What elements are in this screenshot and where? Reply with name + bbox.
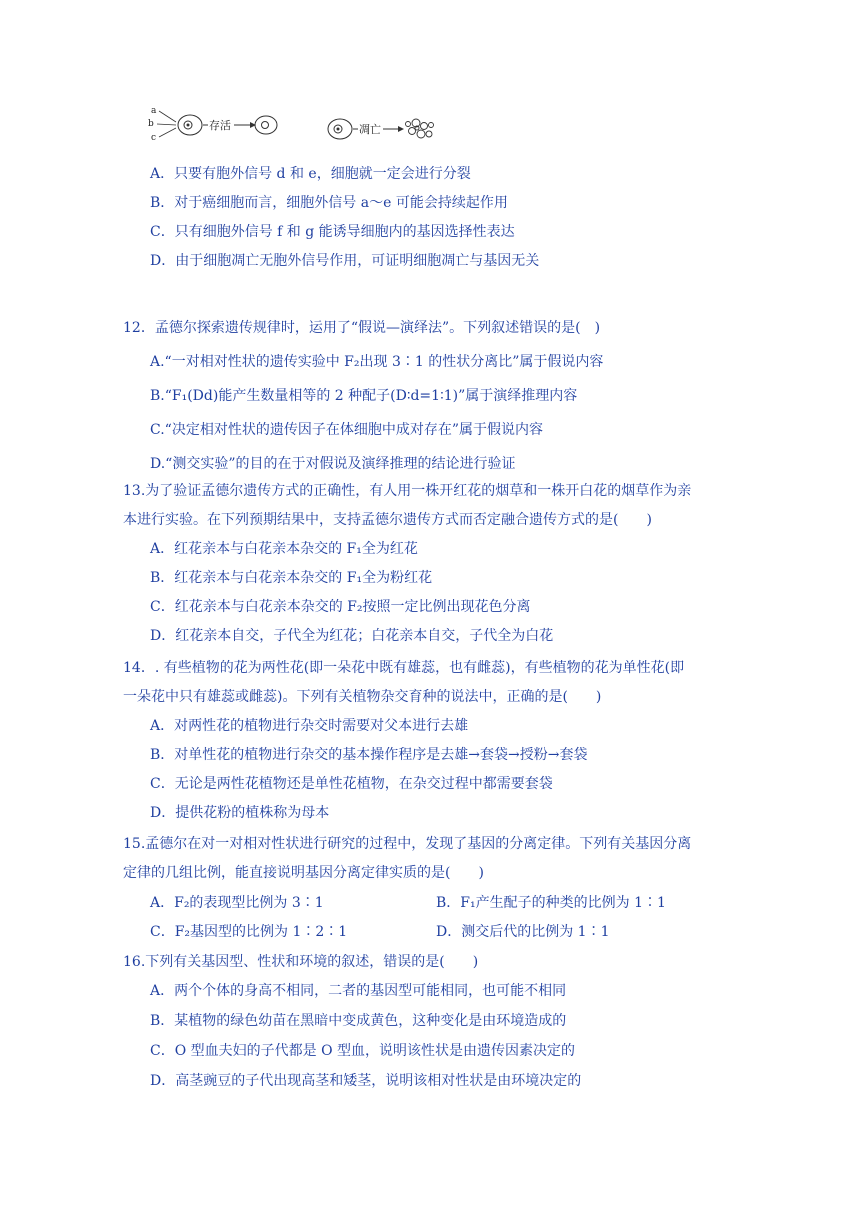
q14-option-d: D．提供花粉的植株称为母本 <box>150 805 330 821</box>
q13-option-a: A．红花亲本与白花亲本杂交的 F₁全为红花 <box>150 541 418 557</box>
apoptotic-cell-icon <box>406 119 434 138</box>
q16-option-d: D．高茎豌豆的子代出现高茎和矮茎，说明该相对性状是由环境决定的 <box>150 1073 582 1089</box>
q15-option-b: B．F₁产生配子的种类的比例为 1∶1 <box>436 895 666 911</box>
q13-stem-line1: 13.为了验证孟德尔遗传方式的正确性，有人用一株开红花的烟草和一株开白花的烟草作为亲 <box>123 483 692 499</box>
q11-option-a: A．只要有胞外信号 d 和 e，细胞就一定会进行分裂 <box>150 166 471 182</box>
q14-stem-line1: 14．. 有些植物的花为两性花(即一朵花中既有雄蕊，也有雌蕊)，有些植物的花为单性花(即 <box>123 660 685 676</box>
q16-option-b: B．某植物的绿色幼苗在黑暗中变成黄色，这种变化是由环境造成的 <box>150 1013 567 1029</box>
signal-arrows <box>157 111 176 137</box>
q16-option-a: A．两个个体的身高不相同，二者的基因型可能相同，也可能不相同 <box>150 983 567 999</box>
q15-stem-line1: 15.孟德尔在对一对相对性状进行研究的过程中，发现了基因的分离定律。下列有关基因分离 <box>123 836 692 852</box>
q13-option-d: D．红花亲本自交，子代全为红花；白花亲本自交，子代全为白花 <box>150 628 554 644</box>
q15-stem-line2: 定律的几组比例，能直接说明基因分离定律实质的是( ) <box>123 865 484 881</box>
surviving-cell-icon <box>255 116 277 134</box>
q12-option-d: D.“测交实验”的目的在于对假说及演绎推理的结论进行验证 <box>150 456 516 472</box>
cell-signal-diagram <box>146 104 446 144</box>
q14-stem-line2: 一朵花中只有雄蕊或雌蕊)。下列有关植物杂交育种的说法中，正确的是( ) <box>123 689 602 705</box>
q15-option-d: D．测交后代的比例为 1∶1 <box>436 924 610 940</box>
apoptosis-label: 凋亡 <box>359 123 381 136</box>
signal-c-label: c <box>151 133 157 143</box>
q11-option-c: C．只有细胞外信号 f 和 g 能诱导细胞内的基因选择性表达 <box>150 224 515 240</box>
arrow-right-icon <box>234 122 256 128</box>
q15-option-a: A．F₂的表现型比例为 3∶1 <box>150 895 324 911</box>
q14-option-b: B．对单性花的植物进行杂交的基本操作程序是去雄→套袋→授粉→套袋 <box>150 747 588 763</box>
signal-b-label: b <box>148 119 154 129</box>
cell-icon <box>178 115 202 135</box>
q13-option-c: C．红花亲本与白花亲本杂交的 F₂按照一定比例出现花色分离 <box>150 599 531 615</box>
q12-option-b: B.“F₁(Dd)能产生数量相等的 2 种配子(D∶d=1∶1)”属于演绎推理内容 <box>150 388 578 404</box>
q13-stem-line2: 本进行实验。在下列预期结果中，支持孟德尔遗传方式而否定融合遗传方式的是( ) <box>123 512 652 528</box>
q14-option-c: C．无论是两性花植物还是单性花植物，在杂交过程中都需要套袋 <box>150 776 553 792</box>
q14-option-a: A．对两性花的植物进行杂交时需要对父本进行去雄 <box>150 718 469 734</box>
q12-stem: 12．孟德尔探索遗传规律时，运用了“假说—演绎法”。下列叙述错误的是( ) <box>123 320 601 336</box>
q13-option-b: B．红花亲本与白花亲本杂交的 F₁全为粉红花 <box>150 570 433 586</box>
cell-icon-2 <box>328 119 352 139</box>
arrow-right-icon <box>383 126 404 132</box>
q16-option-c: C．O 型血夫妇的子代都是 O 型血，说明该性状是由遗传因素决定的 <box>150 1043 576 1059</box>
q11-option-d: D．由于细胞凋亡无胞外信号作用，可证明细胞凋亡与基因无关 <box>150 253 540 269</box>
q11-option-b: B．对于癌细胞而言，细胞外信号 a～e 可能会持续起作用 <box>150 195 508 211</box>
signal-a-label: a <box>151 106 157 116</box>
survive-label: 存活 <box>209 119 231 132</box>
q16-stem: 16.下列有关基因型、性状和环境的叙述，错误的是( ) <box>123 954 479 970</box>
q12-option-c: C.“决定相对性状的遗传因子在体细胞中成对存在”属于假说内容 <box>150 422 543 438</box>
q15-option-c: C．F₂基因型的比例为 1∶2∶1 <box>150 924 348 940</box>
q12-option-a: A.“一对相对性状的遗传实验中 F₂出现 3∶1 的性状分离比”属于假说内容 <box>150 354 604 370</box>
